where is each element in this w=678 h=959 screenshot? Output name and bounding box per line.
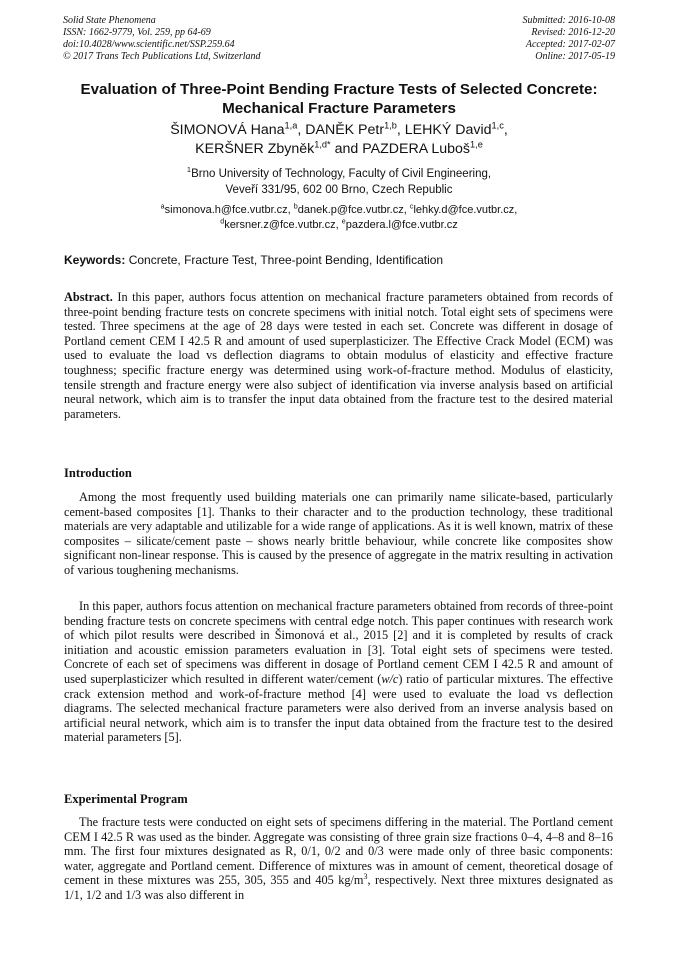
submitted-date: Submitted: 2016-10-08 <box>522 15 615 26</box>
copyright-line: © 2017 Trans Tech Publications Ltd, Switzerland <box>63 51 261 62</box>
abstract-text: In this paper, authors focus attention on mechanical fracture parameters obtained from records of three-point bending fracture tests on concrete specimens with initial notch. Total eight sets of specimens were tested. Three specimens at the age of 28 days were tested in each set. Concrete was different in dosage of Portland cement CEM I 42.5 R and amount of used superplasticizer. The Effective Crack Model (ECM) was used to evaluate the load vs deflection diagrams to obtain modulus of elasticity and effective fracture toughness; specific fracture energy was determined using work-of-fracture method. Modulus of elasticity, tensile strength and fracture energy were also subject of identification via inverse analysis based on artificial neural network, which aim is to transfer the input data obtained from the fracture test to the desired material parameters. <box>64 290 613 421</box>
email-address: danek.p@fce.vutbr.cz, <box>297 204 407 216</box>
introduction-paragraph-1: Among the most frequently used building materials one can primarily name silicate-based, particularly cement-based composites [1]. Thanks to their character and to the production technology, these traditional materials are very adaptable and utilizable for a wide range of applications. As it is well known, matrix of these composites – silicate/cement paste – shows nearly brittle behaviour, while concrete like composites show significant non-linear response. This is caused by the presence of aggregate in the matrix resulting in activation of various toughening mechanisms. <box>64 490 613 577</box>
keywords-label: Keywords: <box>64 253 126 267</box>
author-line-1: ŠIMONOVÁ Hana$^{1,a}$, DANĚK Petr$^{1,b}$, LEHKÝ David$^{1,c}$, <box>170 120 508 138</box>
author-list <box>40 121 638 159</box>
email-address: lehky.d@fce.vutbr.cz, <box>413 204 518 216</box>
author-name: DANĚK Petr <box>305 122 385 138</box>
affiliation <box>40 166 638 198</box>
journal-header-left <box>63 15 261 63</box>
introduction-paragraph-2 <box>64 599 613 745</box>
email-line-2 <box>40 218 638 233</box>
author-name: ŠIMONOVÁ Hana <box>170 122 285 138</box>
section-heading-introduction: Introduction <box>64 466 132 480</box>
section-heading-experimental-program: Experimental Program <box>64 792 188 806</box>
superscript: 3 <box>363 872 368 882</box>
author-name: PAZDERA Luboš <box>362 141 470 157</box>
title-line-2: Mechanical Fracture Parameters <box>222 100 456 117</box>
author-name: KERŠNER Zbyněk <box>195 141 315 157</box>
paragraph-text: , respectively. Next three mixtures designated as 1/1, 1/2 and 1/3 was also different in <box>64 873 613 902</box>
author-affiliation-mark: 1,d* <box>314 139 331 150</box>
journal-header-right <box>523 15 616 63</box>
author-connector: and <box>334 141 359 157</box>
paper-title <box>40 80 638 118</box>
email-list <box>40 203 638 233</box>
affiliation-mark: 1 <box>186 165 192 175</box>
email-address: pazdera.l@fce.vutbr.cz <box>345 219 458 231</box>
affiliation-line-2: Veveří 331/95, 602 00 Brno, Czech Republic <box>225 184 453 196</box>
email-line-1 <box>40 203 638 218</box>
affiliation-line-1 <box>40 166 638 182</box>
issn-line: ISSN: 1662-9779, Vol. 259, pp 64-69 <box>63 27 211 38</box>
email-address: kersner.z@fce.vutbr.cz, <box>224 219 339 231</box>
paragraph-text: In this paper, authors focus attention on mechanical fracture parameters obtained from records of three-point bending fracture tests on concrete specimens with central edge notch. This paper continues with research work of which pilot results were described in Šimonová et al., 2015 [2] and it is completed by results of crack initiation and acoustic emission parameters evaluation in [3]. Total eight sets of specimens were tested. Concrete of each set of specimens was different in dosage of Portland cement CEM I 42.5 R and amount of used superplasticizer which resulted in different water/cement ( <box>64 599 613 686</box>
online-date: Online: 2017-05-19 <box>535 51 615 62</box>
author-line-2 <box>40 140 638 159</box>
accepted-date: Accepted: 2017-02-07 <box>525 39 615 50</box>
experimental-paragraph-1 <box>64 815 613 903</box>
author-affiliation-mark: 1,a <box>284 120 298 131</box>
revised-date: Revised: 2016-12-20 <box>531 27 615 38</box>
email-mark: c <box>409 202 414 211</box>
affiliation-text: Brno University of Technology, Faculty of Civil Engineering, <box>191 168 492 180</box>
paragraph-italic-text: w/c <box>381 671 399 686</box>
email-mark: a <box>160 202 165 211</box>
doi-line: doi:10.4028/www.scientific.net/SSP.259.64 <box>63 39 235 50</box>
email-address: simonova.h@fce.vutbr.cz, <box>164 204 291 216</box>
paragraph-text: The fracture tests were conducted on eight sets of specimens differing in the material. The Portland cement CEM I 42.5 R was used as the binder. Aggregate was consisting of three grain size fractions 0–4, 4–8 and 8–16 mm. The first four mixtures designated as R, 0/1, 0/2 and 0/3 were made only of three basic components: water, aggregate and Portland cement. Difference of mixtures was in amount of cement, theoretical dosage of cement in these mixtures was 255, 305, 355 and 405 kg/m <box>64 815 613 888</box>
author-affiliation-mark: 1,b <box>384 120 397 131</box>
email-mark: b <box>293 202 298 211</box>
keywords <box>64 252 443 268</box>
email-mark: d <box>220 217 225 226</box>
author-affiliation-mark: 1,c <box>491 120 504 131</box>
abstract-label: Abstract. <box>64 290 113 304</box>
paragraph-text: ) ratio of particular mixtures. The effective crack extension method and work-of-fracture method [4] were used to evaluate the load vs deflection diagrams. The selected mechanical fracture parameters were also derived from an inverse analysis based on artificial neural network, which aim is to transfer the input data obtained from the fracture test to the desired material parameters [5]. <box>64 671 613 745</box>
title-line-1: Evaluation of Three-Point Bending Fracture Tests of Selected Concrete: <box>80 81 598 98</box>
author-affiliation-mark: 1,e <box>470 139 483 150</box>
author-name: LEHKÝ David <box>404 122 492 138</box>
abstract <box>64 290 613 421</box>
journal-name: Solid State Phenomena <box>63 15 156 26</box>
keywords-text: Concrete, Fracture Test, Three-point Bending, Identification <box>128 253 444 267</box>
email-mark: e <box>341 217 346 226</box>
